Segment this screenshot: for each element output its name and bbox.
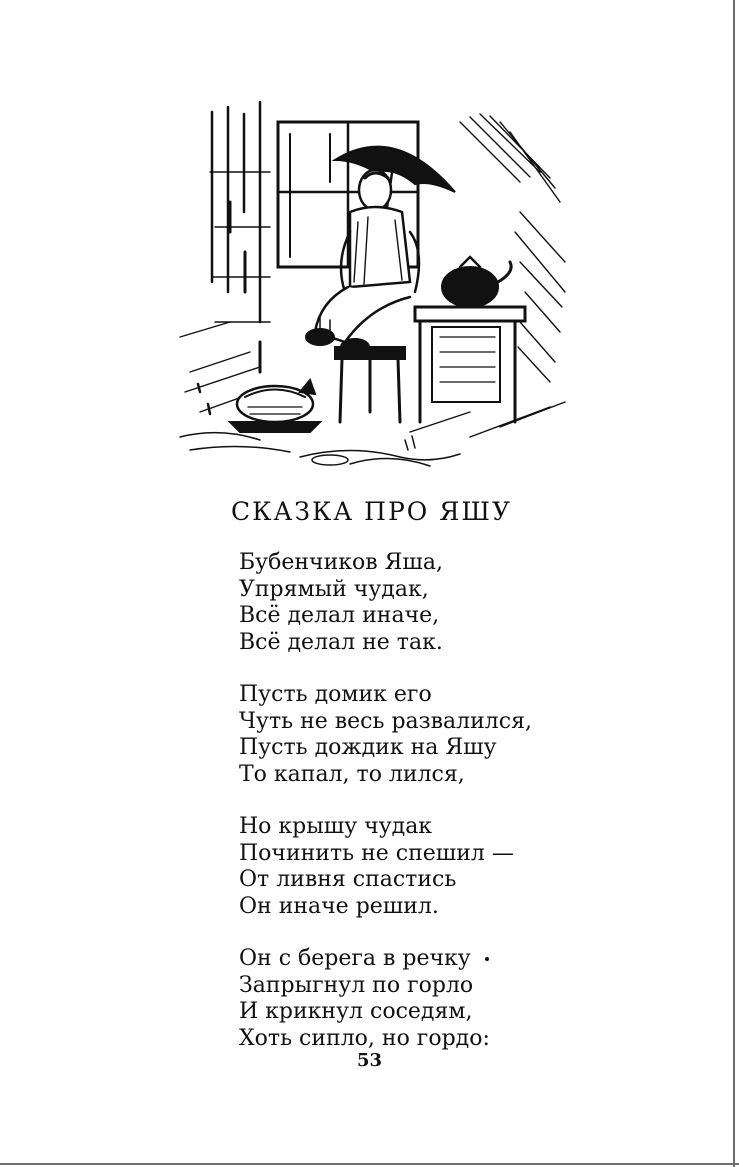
poem-line [239, 946, 569, 973]
poem-line: Чуть не весь развалился, [239, 708, 532, 734]
ink-dot-icon [485, 957, 489, 961]
poem-line: Но крышу чудак [239, 814, 433, 839]
poem-line: Всё делал не так. [239, 629, 443, 655]
stanza [239, 682, 569, 788]
poem-line: Пусть домик его [239, 682, 432, 707]
poem-line: Бубенчиков Яша, [239, 550, 443, 575]
stanza [239, 946, 569, 1052]
page-number: 53 [356, 1050, 383, 1071]
poem-line: Запрыгнул по горло [239, 972, 474, 998]
poem-body [239, 550, 569, 1078]
page-edge-bottom [0, 1163, 739, 1165]
poem-line: Он иначе решил. [239, 893, 439, 919]
poem-line: То капал, то лился, [239, 761, 465, 787]
poem-line: Всё делал иначе, [239, 603, 440, 628]
stanza [239, 550, 569, 656]
page-edge-right [733, 0, 735, 1167]
poem-title: СКАЗКА ПРО ЯШУ [230, 497, 513, 526]
illustration-icon [170, 92, 570, 472]
poem-line: Починить не спешил — [239, 840, 514, 866]
poem-line: От ливня спастись [239, 867, 457, 892]
poem-line: Упрямый чудак, [239, 576, 429, 602]
poem-line-text: Он с берега в речку [239, 946, 471, 971]
poem-line: Пусть дождик на Яшу [239, 735, 497, 760]
poem-line: Хоть сипло, но гордо: [239, 1025, 490, 1051]
poem-line: И крикнул соседям, [239, 999, 473, 1024]
stanza [239, 814, 569, 920]
